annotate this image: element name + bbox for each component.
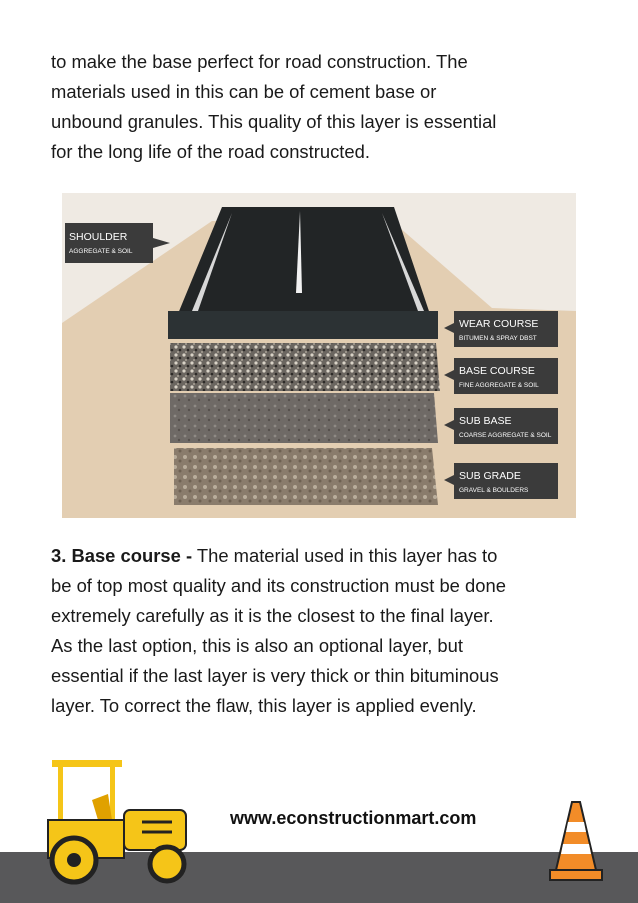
base-course-paragraph [51, 541, 596, 721]
section-line: layer. To correct the flaw, this layer is applied evenly. [51, 695, 477, 716]
shoulder-title: SHOULDER [69, 231, 128, 243]
intro-line: unbound granules. This quality of this layer is essential [51, 111, 497, 132]
section-heading: 3. Base course - [51, 545, 193, 566]
layer-label-sub-grade [444, 463, 558, 499]
layer-subtitle: COARSE AGGREGATE & SOIL [459, 432, 552, 439]
road-layers-diagram [62, 193, 576, 518]
intro-line: for the long life of the road constructed. [51, 141, 370, 162]
base-course-layer [170, 343, 440, 391]
footer-url[interactable]: www.econstructionmart.com [230, 808, 477, 828]
layer-title: SUB BASE [459, 415, 512, 427]
intro-line: materials used in this can be of cement base or [51, 81, 437, 102]
intro-line: to make the base perfect for road construction. The [51, 51, 468, 72]
intro-paragraph [51, 47, 596, 167]
layer-subtitle: BITUMEN & SPRAY DBST [459, 335, 537, 342]
shoulder-subtitle: AGGREGATE & SOIL [69, 248, 133, 255]
road-roller-icon [42, 760, 192, 890]
section-line: be of top most quality and its construction must be done [51, 575, 506, 596]
section-line: The material used in this layer has to [192, 545, 498, 566]
wear-course-edge [168, 311, 438, 339]
sub-base-layer [170, 393, 438, 443]
section-line: As the last option, this is also an optional layer, but [51, 635, 463, 656]
traffic-cone-icon [548, 800, 604, 882]
layer-subtitle: GRAVEL & BOULDERS [459, 487, 529, 494]
layer-title: WEAR COURSE [459, 318, 539, 330]
layer-title: SUB GRADE [459, 470, 521, 482]
sub-grade-layer [174, 448, 438, 505]
layer-subtitle: FINE AGGREGATE & SOIL [459, 382, 539, 389]
layer-label-sub-base [444, 408, 558, 444]
layer-label-base-course [444, 358, 558, 394]
section-line: essential if the last layer is very thick or thin bituminous [51, 665, 499, 686]
layer-label-wear-course [444, 311, 558, 347]
layer-title: BASE COURSE [459, 365, 535, 377]
section-line: extremely carefully as it is the closest to the final layer. [51, 605, 494, 626]
